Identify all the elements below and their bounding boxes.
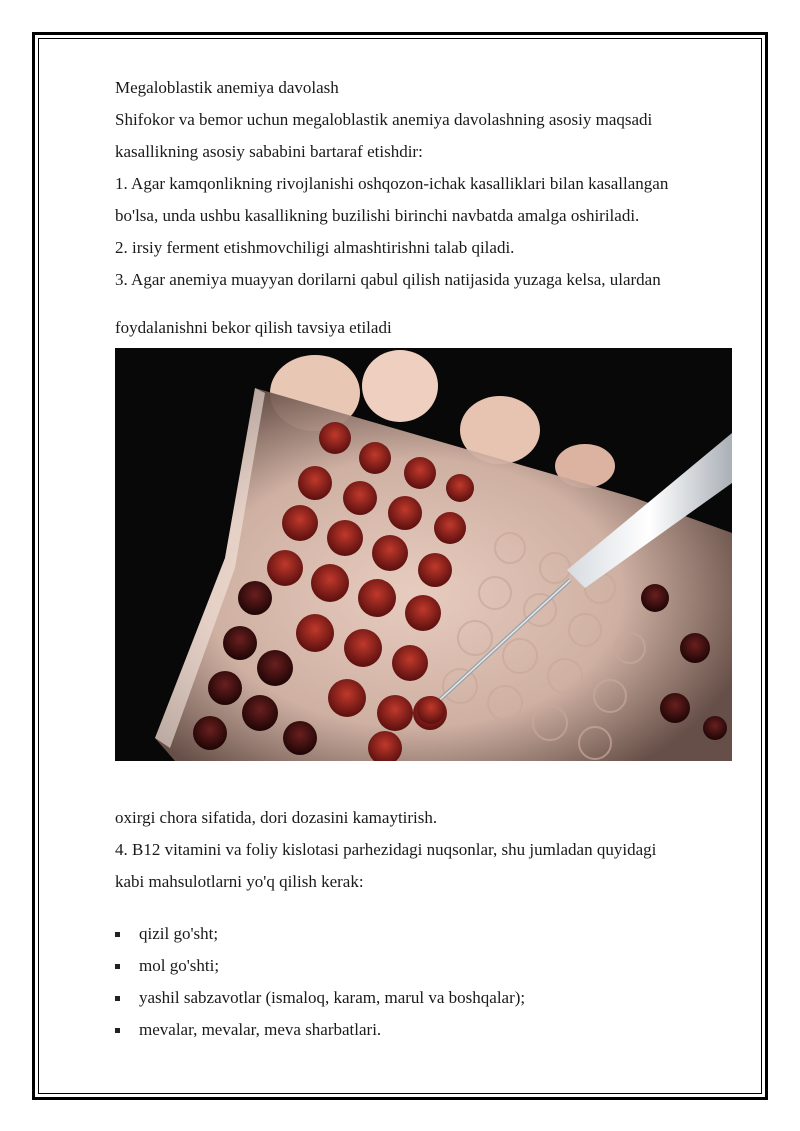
microplate-illustration	[115, 348, 732, 761]
list-item-text: mol go'shti;	[139, 956, 220, 975]
paragraph-line: 2. irsiy ferment etishmovchiligi almashtirishni talab qiladi.	[115, 238, 515, 257]
list-item-text: mevalar, mevalar, meva sharbatlari.	[139, 1020, 382, 1039]
document-title: Megaloblastik anemiya davolash	[115, 78, 339, 97]
microplate-photo	[115, 348, 732, 761]
paragraph-line: 3. Agar anemiya muayyan dorilarni qabul qilish natijasida yuzaga kelsa, ulardan	[115, 270, 661, 289]
bullet-square-icon	[115, 996, 120, 1001]
paragraph-line: 4. B12 vitamini va foliy kislotasi parhezidagi nuqsonlar, shu jumladan quyidagi	[115, 840, 657, 859]
paragraph-line: bo'lsa, unda ushbu kasallikning buzilishi birinchi navbatda amalga oshiriladi.	[115, 206, 640, 225]
paragraph-line: oxirgi chora sifatida, dori dozasini kamaytirish.	[115, 808, 438, 827]
paragraph-line: kasallikning asosiy sababini bartaraf etishdir:	[115, 142, 423, 161]
paragraph-line: Shifokor va bemor uchun megaloblastik anemiya davolashning asosiy maqsadi	[115, 110, 653, 129]
bullet-square-icon	[115, 964, 120, 969]
list-item-text: qizil go'sht;	[139, 924, 219, 943]
bullet-square-icon	[115, 1028, 120, 1033]
paragraph-line: kabi mahsulotlarni yo'q qilish kerak:	[115, 872, 364, 891]
paragraph-line: foydalanishni bekor qilish tavsiya etiladi	[115, 318, 392, 337]
paragraph-line: 1. Agar kamqonlikning rivojlanishi oshqozon-ichak kasalliklari bilan kasallangan	[115, 174, 669, 193]
bullet-square-icon	[115, 932, 120, 937]
list-item-text: yashil sabzavotlar (ismaloq, karam, marul va boshqalar);	[139, 988, 526, 1007]
